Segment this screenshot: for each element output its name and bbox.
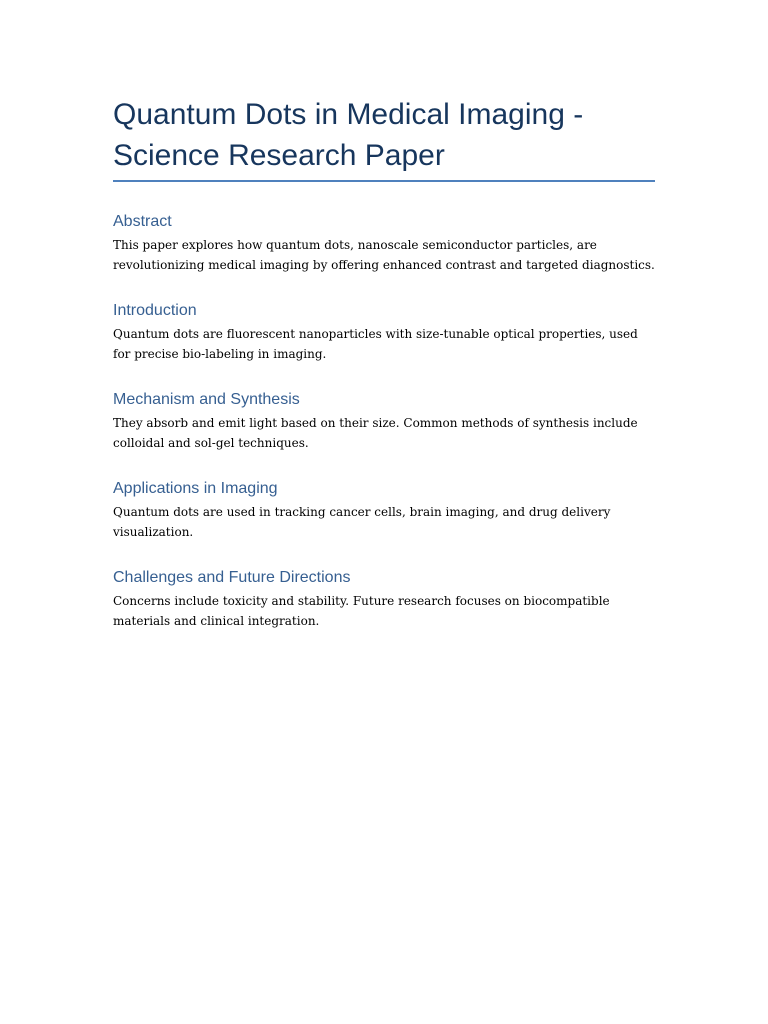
section-heading: Abstract xyxy=(113,213,172,230)
document-title: Quantum Dots in Medical Imaging - Science Research Paper xyxy=(113,98,584,172)
section-heading: Challenges and Future Directions xyxy=(113,569,351,586)
title-underline xyxy=(113,180,655,182)
section-mechanism xyxy=(113,390,655,453)
section-applications xyxy=(113,479,655,542)
section-abstract xyxy=(113,212,655,275)
section-body: Concerns include toxicity and stability. Future research focuses on biocompatible materials and clinical integration. xyxy=(113,594,610,628)
section-body: This paper explores how quantum dots, nanoscale semiconductor particles, are revolutionizing medical imaging by offering enhanced contrast and targeted diagnostics. xyxy=(113,238,655,272)
section-introduction xyxy=(113,301,655,364)
document-page xyxy=(113,94,655,657)
section-challenges xyxy=(113,568,655,631)
section-body: Quantum dots are fluorescent nanoparticles with size-tunable optical properties, used for precise bio-labeling in imaging. xyxy=(113,327,638,361)
section-heading: Mechanism and Synthesis xyxy=(113,391,300,408)
section-body: They absorb and emit light based on their size. Common methods of synthesis include colloidal and sol-gel techniques. xyxy=(113,416,638,450)
section-heading: Introduction xyxy=(113,302,197,319)
section-body: Quantum dots are used in tracking cancer cells, brain imaging, and drug delivery visualization. xyxy=(113,505,611,539)
section-heading: Applications in Imaging xyxy=(113,480,278,497)
